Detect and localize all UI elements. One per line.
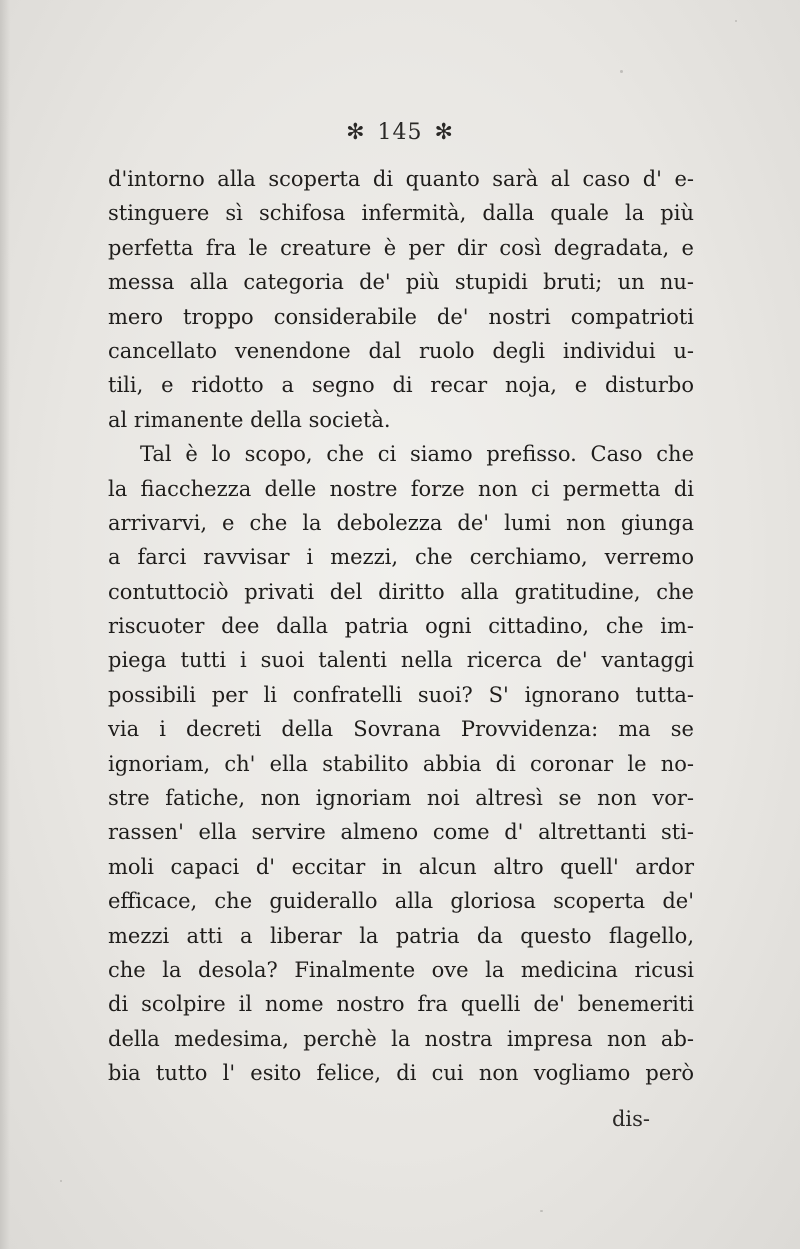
body-text [108, 162, 694, 1091]
page-edge-shadow [0, 0, 10, 1249]
text-line: mezzi atti a liberar la patria da questo flagello, [108, 923, 694, 948]
text-line: stre fatiche, non ignoriam noi altresì se non vor- [108, 786, 694, 811]
text-line: tili, e ridotto a segno di recar noja, e disturbo [108, 373, 694, 398]
catchword: dis- [611, 1107, 650, 1131]
text-line: a farci ravvisar i mezzi, che cerchiamo, verremo [108, 545, 694, 570]
text-line: di scolpire il nome nostro fra quelli de' benemeriti [108, 992, 694, 1017]
text-line: efficace, che guiderallo alla gloriosa scoperta de' [108, 889, 694, 914]
text-line: riscuoter dee dalla patria ogni cittadino, che im- [108, 614, 694, 639]
text-line: mero troppo considerabile de' nostri compatrioti [108, 304, 694, 329]
text-line: messa alla categoria de' più stupidi bruti; un nu- [108, 270, 694, 295]
text-line: ignoriam, ch' ella stabilito abbia di coronar le no- [108, 751, 694, 776]
paper-speck [735, 20, 737, 22]
text-line: piega tutti i suoi talenti nella ricerca de' vantaggi [108, 648, 694, 673]
text-line: contuttociò privati del diritto alla gratitudine, che [108, 579, 694, 604]
text-line: moli capaci d' eccitar in alcun altro quell' ardor [108, 854, 694, 879]
paper-speck [60, 1180, 62, 1182]
ornament-star-right-icon: ✻ [434, 120, 454, 145]
text-line: d'intorno alla scoperta di quanto sarà al caso d' e- [108, 167, 694, 191]
text-line: al rimanente della società. [108, 407, 391, 432]
text-line: cancellato venendone dal ruolo degli individui u- [108, 338, 694, 363]
text-line: della medesima, perchè la nostra impresa non ab- [108, 1026, 694, 1051]
text-line: che la desola? Finalmente ove la medicina ricusi [108, 957, 694, 982]
text-line: arrivarvi, e che la debolezza de' lumi non giunga [108, 510, 694, 535]
text-line: rassen' ella servire almeno come d' altrettanti sti- [108, 820, 694, 845]
text-line: perfetta fra le creature è per dir così degradata, e [108, 235, 694, 260]
text-line: possibili per li confratelli suoi? S' ignorano tutta- [108, 682, 694, 707]
page-header [0, 120, 800, 145]
paper-speck [620, 70, 623, 73]
text-line: la fiacchezza delle nostre forze non ci permetta di [108, 476, 694, 501]
text-line: via i decreti della Sovrana Provvidenza: ma se [108, 717, 694, 742]
text-line: bia tutto l' esito felice, di cui non vogliamo però [108, 1061, 694, 1086]
page-number: 145 [377, 120, 423, 145]
ornament-star-left-icon: ✻ [346, 120, 366, 145]
text-line: Tal è lo scopo, che ci siamo prefisso. Caso che [140, 442, 694, 467]
paper-speck [540, 1210, 543, 1212]
text-line: stinguere sì schifosa infermità, dalla quale la più [108, 201, 694, 226]
